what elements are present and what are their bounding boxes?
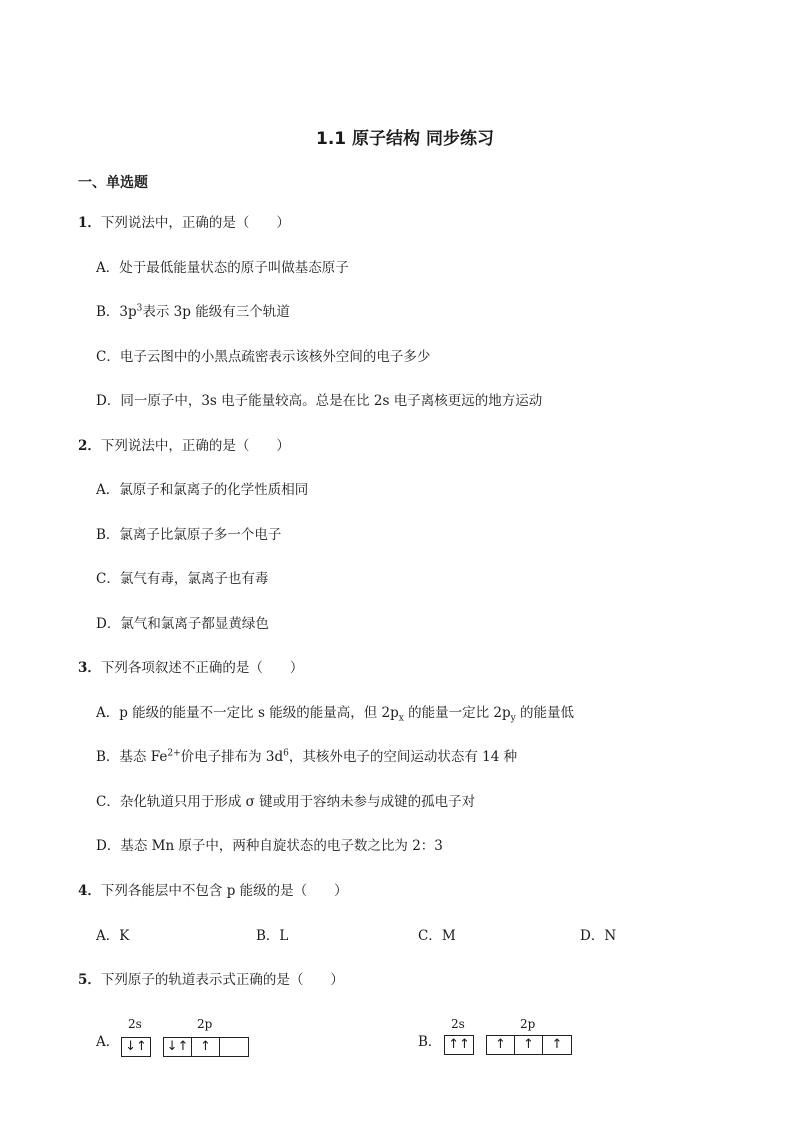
q5-b-2p-box [486, 1035, 572, 1055]
q5-option-b-label: B． [418, 1034, 442, 1050]
page-title: 1.1 原子结构 同步练习 [316, 129, 494, 149]
orbital-2s-label: 2s [451, 1017, 465, 1031]
q3-option-c: C．杂化轨道只用于形成 σ 键或用于容纳未参与成键的孤电子对 [96, 794, 476, 810]
subscript: x [398, 713, 404, 724]
q4-option-d: D．N [580, 928, 617, 944]
option-text: B．3p [96, 304, 137, 320]
question-stem: 下列说法中，正确的是（ ） [100, 215, 290, 231]
option-text: 表示 3p 能级有三个轨道 [142, 304, 290, 320]
question-stem: 下列说法中，正确的是（ ） [100, 438, 290, 454]
question-number: 5． [78, 972, 101, 988]
q1-option-b [96, 300, 290, 320]
q4-option-b: B．L [256, 928, 289, 944]
question-stem: 下列各能层中不包含 p 能级的是（ ） [100, 883, 348, 899]
q2-option-b: B．氯离子比氯原子多一个电子 [96, 527, 282, 543]
q4-option-a: A．K [96, 928, 130, 944]
orbital-cell: ↑ [487, 1036, 515, 1054]
option-text: A．p 能级的能量不一定比 s 能级的能量高，但 2p [96, 705, 399, 721]
q1-option-a: A．处于最低能量状态的原子叫做基态原子 [96, 260, 349, 276]
orbital-2s-label: 2s [128, 1017, 142, 1031]
question-4 [78, 879, 348, 899]
superscript: 6 [283, 748, 289, 759]
q2-option-c: C．氯气有毒，氯离子也有毒 [96, 571, 269, 587]
question-5 [78, 968, 344, 988]
q2-option-d: D．氯气和氯离子都显黄绿色 [96, 616, 269, 632]
q5-a-2p-box [163, 1037, 249, 1057]
option-text: 价电子排布为 3d [180, 749, 284, 765]
option-text: ，其核外电子的空间运动状态有 14 种 [288, 749, 518, 765]
q1-option-c: C．电子云图中的小黑点疏密表示该核外空间的电子多少 [96, 349, 431, 365]
q3-option-d: D．基态 Mn 原子中，两种自旋状态的电子数之比为 2：3 [96, 838, 443, 854]
option-text: 的能量一定比 2p [408, 705, 511, 721]
question-1 [78, 211, 290, 231]
superscript: 2+ [167, 748, 181, 759]
q2-option-a: A．氯原子和氯离子的化学性质相同 [96, 482, 309, 498]
superscript: 3 [136, 303, 143, 314]
question-number: 2． [78, 438, 101, 454]
orbital-cell: ↑ [515, 1036, 543, 1054]
question-number: 4． [78, 883, 101, 899]
question-number: 1． [78, 215, 101, 231]
orbital-cell: ↓↑ [125, 1039, 147, 1054]
q5-a-2s-box [121, 1037, 151, 1057]
q3-option-a [96, 701, 575, 724]
q5-option-a-label: A． [96, 1034, 120, 1050]
q4-option-c: C．M [418, 928, 456, 944]
option-text: B．基态 Fe [96, 749, 168, 765]
orbital-cell: ↑ [192, 1038, 220, 1056]
orbital-cell [220, 1038, 248, 1056]
q5-b-2s-box [444, 1035, 474, 1055]
question-3 [78, 656, 303, 676]
q1-option-d: D．同一原子中，3s 电子能量较高。总是在比 2s 电子离核更远的地方运动 [96, 393, 543, 409]
orbital-cell: ↑↑ [448, 1037, 470, 1052]
orbital-2p-label: 2p [197, 1017, 213, 1031]
orbital-cell: ↑ [551, 1037, 563, 1052]
question-stem: 下列原子的轨道表示式正确的是（ ） [100, 972, 344, 988]
q3-option-b [96, 745, 517, 765]
question-2 [78, 434, 290, 454]
question-stem: 下列各项叙述不正确的是（ ） [100, 660, 304, 676]
orbital-2p-label: 2p [520, 1017, 536, 1031]
question-number: 3． [78, 660, 101, 676]
section-heading: 一、单选题 [78, 175, 148, 191]
option-text: 的能量低 [520, 705, 575, 721]
subscript: y [510, 713, 516, 724]
orbital-cell: ↓↑ [164, 1038, 192, 1056]
